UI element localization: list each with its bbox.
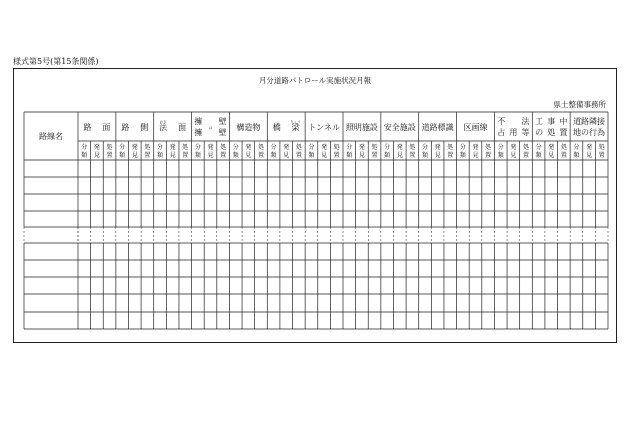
- sub-column-label: 処: [560, 144, 567, 151]
- category-adjacent-acts: 地の行為: [573, 128, 606, 137]
- category-road-signs: 道路標識: [421, 123, 454, 132]
- category-illegal-occupation: 等: [521, 128, 530, 137]
- category-illegal-occupation: 占: [497, 128, 506, 137]
- sub-column-label: 処: [106, 144, 113, 151]
- sub-column-label: 見: [207, 152, 214, 159]
- category-bridge: 梁: [291, 123, 300, 132]
- category-safety: 安全施設: [383, 123, 416, 132]
- sub-column-label: 類: [422, 152, 429, 159]
- category-slope-ruby: のり: [159, 120, 167, 124]
- sub-column-label: 置: [220, 152, 227, 159]
- category-tunnel: トンネル: [308, 123, 340, 132]
- sub-column-label: 発: [434, 144, 441, 151]
- sub-column-label: 置: [560, 152, 567, 159]
- category-markings: 区画線: [463, 123, 488, 132]
- sub-column-label: 類: [232, 152, 239, 159]
- sub-column-label: 分: [497, 144, 504, 151]
- category-retaining-wall: 擁: [194, 128, 203, 137]
- sub-column-label: 発: [586, 144, 593, 151]
- sub-column-label: 分: [308, 144, 315, 151]
- sub-column-label: 分: [422, 144, 429, 151]
- sub-column-label: 見: [131, 152, 138, 159]
- sub-column-label: 分: [157, 144, 164, 151]
- sub-column-label: 置: [447, 152, 454, 159]
- form-number: 様式第5号(第15条関係): [13, 57, 99, 66]
- sub-column-label: 処: [409, 144, 416, 151]
- sub-column-label: 発: [245, 144, 252, 151]
- sub-column-label: 発: [207, 144, 214, 151]
- sub-column-label: 分: [194, 144, 201, 151]
- sub-column-label: 類: [384, 152, 391, 159]
- sub-column-label: 類: [308, 152, 315, 159]
- category-road-shoulder: 側: [140, 123, 149, 132]
- sub-column-label: 発: [93, 144, 100, 151]
- sub-column-label: 分: [346, 144, 353, 151]
- category-road-shoulder: 路: [121, 123, 130, 132]
- sub-column-label: 処: [447, 144, 454, 151]
- sub-column-label: 処: [485, 144, 492, 151]
- sub-column-label: 発: [472, 144, 479, 151]
- category-retaining-wall: 擁: [194, 117, 203, 126]
- category-bridge: 橋: [272, 123, 281, 132]
- category-bridge-ruby: りょう: [290, 120, 301, 124]
- category-construction: 事: [547, 117, 556, 126]
- category-illegal-occupation: 不: [497, 117, 506, 126]
- category-adjacent-acts: 道路隣接: [573, 117, 606, 126]
- sub-column-label: 見: [169, 152, 176, 159]
- sub-column-label: 処: [182, 144, 189, 151]
- category-construction: 処: [547, 128, 556, 137]
- sub-column-label: 発: [548, 144, 555, 151]
- category-road-surface: 面: [102, 123, 111, 132]
- sub-column-label: 見: [548, 152, 555, 159]
- sub-column-label: 見: [321, 152, 328, 159]
- sub-column-label: 置: [371, 152, 378, 159]
- sub-column-label: 置: [409, 152, 416, 159]
- sub-column-label: 見: [510, 152, 517, 159]
- sub-column-label: 類: [119, 152, 126, 159]
- report-title: 月分道路パトロール実施状況月報: [258, 76, 372, 85]
- sub-column-label: 発: [131, 144, 138, 151]
- sub-column-label: 類: [535, 152, 542, 159]
- category-slope: 面: [178, 123, 187, 132]
- sub-column-label: 発: [396, 144, 403, 151]
- sub-column-label: 置: [522, 152, 529, 159]
- category-retaining-wall: 壁: [218, 117, 227, 126]
- sub-column-label: 処: [333, 144, 340, 151]
- category-construction: の: [535, 128, 544, 137]
- sub-column-label: 見: [396, 152, 403, 159]
- sub-column-label: 類: [194, 152, 201, 159]
- sub-column-label: 発: [321, 144, 328, 151]
- sub-column-label: 分: [535, 144, 542, 151]
- sub-column-label: 置: [333, 152, 340, 159]
- sub-column-label: 類: [497, 152, 504, 159]
- sub-column-label: 置: [144, 152, 151, 159]
- category-road-surface: 路: [83, 123, 92, 132]
- sub-column-label: 置: [485, 152, 492, 159]
- route-name-header: 路線名: [39, 132, 63, 141]
- sub-column-label: 置: [106, 152, 113, 159]
- category-construction: 中: [559, 117, 568, 126]
- sub-column-label: 分: [81, 144, 88, 151]
- category-construction: 置: [559, 128, 568, 137]
- sub-column-label: 置: [182, 152, 189, 159]
- office-name: 県土整備事務所: [553, 100, 606, 109]
- sub-column-label: 類: [270, 152, 277, 159]
- sub-column-label: 処: [257, 144, 264, 151]
- sub-column-label: 見: [472, 152, 479, 159]
- category-structures: 構造物: [236, 123, 261, 132]
- sub-column-label: 類: [157, 152, 164, 159]
- sub-column-label: 見: [245, 152, 252, 159]
- sub-column-label: 類: [346, 152, 353, 159]
- sub-column-label: 見: [283, 152, 290, 159]
- category-illegal-occupation: 法: [521, 117, 530, 126]
- sub-column-label: 置: [598, 152, 605, 159]
- category-construction: 工: [535, 117, 544, 126]
- category-retaining-wall: 壁: [218, 128, 227, 137]
- sub-column-label: 発: [283, 144, 290, 151]
- category-illegal-occupation: 用: [509, 128, 518, 137]
- sub-column-label: 分: [459, 144, 466, 151]
- report-table: [14, 69, 618, 344]
- sub-column-label: 見: [93, 152, 100, 159]
- sub-column-label: 分: [119, 144, 126, 151]
- sub-column-label: 処: [598, 144, 605, 151]
- sub-column-label: 分: [232, 144, 239, 151]
- sub-column-label: 処: [371, 144, 378, 151]
- sub-column-label: 類: [81, 152, 88, 159]
- sub-column-label: 分: [384, 144, 391, 151]
- sub-column-label: 分: [270, 144, 277, 151]
- sub-column-label: 見: [358, 152, 365, 159]
- sub-column-label: 類: [573, 152, 580, 159]
- sub-column-label: 見: [586, 152, 593, 159]
- category-retaining-wall-mid: は: [208, 126, 213, 130]
- sub-column-label: 見: [434, 152, 441, 159]
- sub-column-label: 発: [169, 144, 176, 151]
- category-slope: 法: [159, 123, 168, 132]
- sub-column-label: 発: [510, 144, 517, 151]
- sub-column-label: 処: [144, 144, 151, 151]
- sub-column-label: 置: [257, 152, 264, 159]
- sub-column-label: 処: [220, 144, 227, 151]
- sub-column-label: 処: [295, 144, 302, 151]
- category-lighting: 照明施設: [345, 123, 378, 132]
- sub-column-label: 分: [573, 144, 580, 151]
- sub-column-label: 置: [295, 152, 302, 159]
- sub-column-label: 発: [358, 144, 365, 151]
- report-frame: [13, 68, 617, 343]
- sub-column-label: 処: [522, 144, 529, 151]
- sub-column-label: 類: [459, 152, 466, 159]
